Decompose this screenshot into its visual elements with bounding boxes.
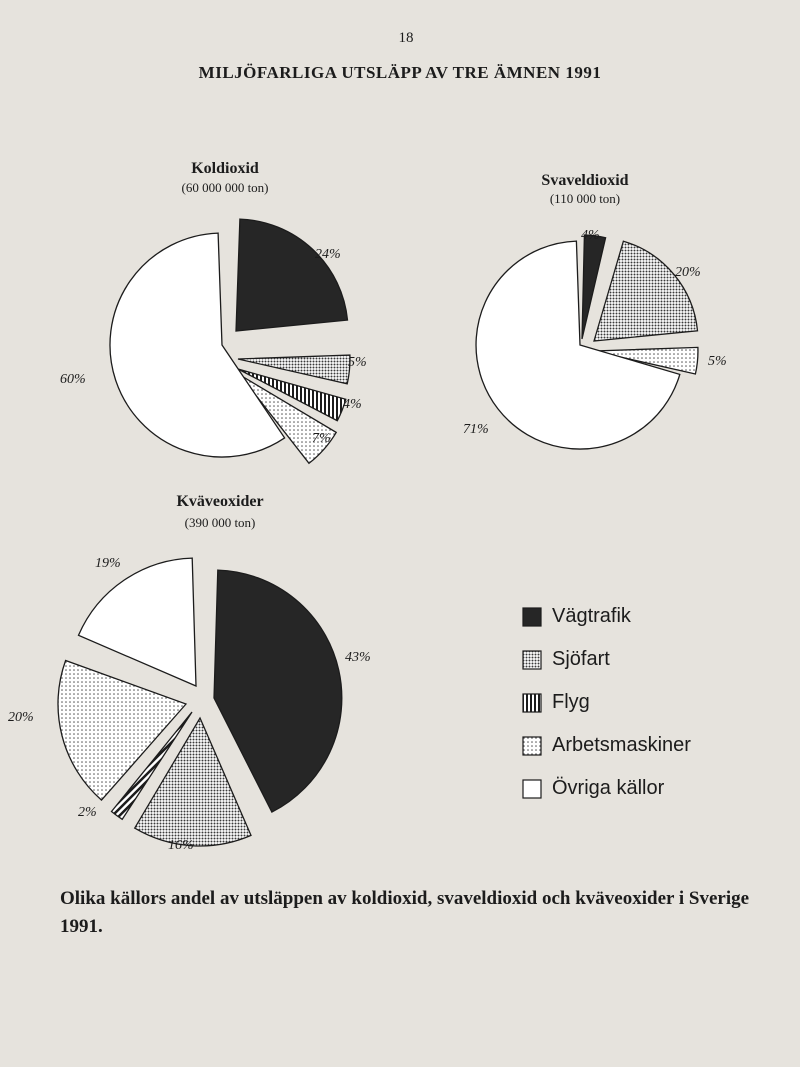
legend-label-vagtrafik: Vägtrafik	[552, 605, 631, 627]
pct-label-svaveldioxid-ovriga: 71%	[463, 422, 489, 437]
legend-swatch-stripes-icon	[522, 693, 542, 713]
pct-label-koldioxid-vagtrafik: 24%	[315, 247, 341, 262]
pie-slice-2-ovriga	[79, 558, 197, 686]
legend-swatch-solid-icon	[522, 607, 542, 627]
legend-swatch-blank-icon	[522, 779, 542, 799]
legend-label-sjofart: Sjöfart	[552, 648, 610, 670]
legend-label-ovriga: Övriga källor	[552, 777, 665, 799]
chart-title-kvaveoxider: Kväveoxider	[176, 493, 264, 510]
legend-swatch-sparse-dots-icon	[522, 736, 542, 756]
chart-title-koldioxid: Koldioxid	[191, 160, 259, 177]
legend-item-flyg	[522, 681, 691, 724]
pct-label-koldioxid-arbetsmaskiner: 7%	[312, 431, 331, 446]
pct-label-koldioxid-flyg: 4%	[343, 397, 362, 412]
legend-item-arbetsmaskiner	[522, 724, 691, 767]
legend-swatch-dense-dots-icon	[522, 650, 542, 670]
chart-title-svaveldioxid: Svaveldioxid	[541, 172, 629, 189]
pie-slice-0-vagtrafik	[236, 219, 348, 331]
pct-label-svaveldioxid-sjofart: 20%	[675, 265, 701, 280]
pie-slice-2-vagtrafik	[214, 570, 342, 812]
pie-slice-1-sjofart	[594, 241, 698, 341]
figure-caption: Olika källors andel av utsläppen av koldioxid, svaveldioxid och kväveoxider i Sverige 1991.	[60, 888, 750, 937]
pct-label-kvaveoxider-ovriga: 19%	[95, 556, 121, 571]
chart-subtitle-koldioxid: (60 000 000 ton)	[181, 180, 269, 195]
legend-label-arbetsmaskiner: Arbetsmaskiner	[552, 734, 691, 756]
pct-label-koldioxid-sjofart: 5%	[348, 355, 367, 370]
pie-slice-0-sjofart	[238, 355, 350, 384]
page-number: 18	[398, 30, 414, 46]
chart-subtitle-svaveldioxid: (110 000 ton)	[549, 191, 621, 206]
pct-label-kvaveoxider-arbetsmaskiner: 20%	[8, 710, 34, 725]
pct-label-svaveldioxid-arbetsmaskiner: 5%	[708, 354, 727, 369]
pct-label-kvaveoxider-flyg: 2%	[78, 805, 97, 820]
chart-subtitle-kvaveoxider: (390 000 ton)	[184, 515, 256, 530]
chart-legend	[522, 595, 691, 810]
pct-label-kvaveoxider-vagtrafik: 43%	[345, 650, 371, 665]
pct-label-svaveldioxid-vagtrafik: 4%	[581, 228, 600, 243]
legend-item-ovriga	[522, 767, 691, 810]
legend-item-vagtrafik	[522, 595, 691, 638]
legend-label-flyg: Flyg	[552, 691, 590, 713]
pct-label-kvaveoxider-sjofart: 16%	[168, 838, 194, 853]
page-heading: MILJÖFARLIGA UTSLÄPP AV TRE ÄMNEN 1991	[198, 63, 602, 82]
pct-label-koldioxid-ovriga: 60%	[60, 372, 86, 387]
legend-item-sjofart	[522, 638, 691, 681]
